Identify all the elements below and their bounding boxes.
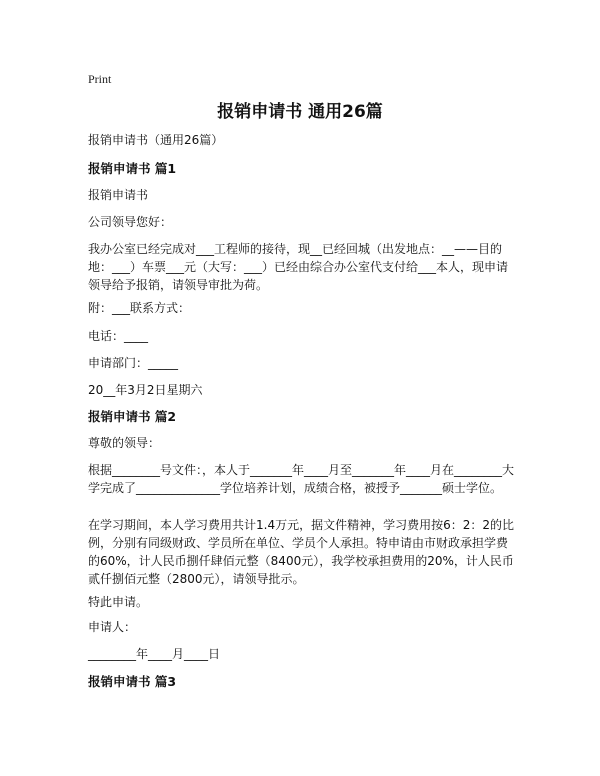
section-heading-2: 报销申请书 篇2: [88, 409, 177, 424]
print-label[interactable]: Print: [88, 72, 112, 86]
section-heading-3: 报销申请书 篇3: [88, 674, 177, 689]
paragraph: 申请人：: [88, 620, 137, 634]
paragraph: 申请部门：_____: [88, 356, 179, 370]
paragraph: 我办公室已经完成对___工程师的接待，现__已经回城（出发地点：__——目的地：___）车票___元（大写：___）已经由综合办公室代支付给___本人，现申请领导给予报销，请领导审批为荷。: [88, 242, 509, 292]
subtitle: 报销申请书（通用26篇）: [88, 133, 224, 147]
paragraph: 根据________号文件：，本人于_______年____月至_______年____月在________大学完成了______________学位培养计划，成绩合格，被授予_______硕士学位。: [88, 463, 515, 495]
paragraph: 特此申请。: [88, 595, 149, 609]
paragraph: 公司领导您好：: [88, 215, 173, 229]
paragraph: 20__年3月2日星期六: [88, 383, 203, 397]
paragraph: 尊敬的领导：: [88, 436, 161, 450]
paragraph: 电话：____: [88, 329, 149, 343]
paragraph: ________年____月____日: [88, 647, 221, 661]
paragraph: 附：___联系方式：: [88, 301, 191, 315]
section-heading-1: 报销申请书 篇1: [88, 161, 177, 176]
paragraph: 在学习期间，本人学习费用共计1.4万元，据文件精神，学习费用按6：2：2的比例，分别有同级财政、学员所在单位、学员个人承担。特申请由市财政承担学费的60%，计人民币捌仟肆佰元整（8400元），我学校承担费用的20%，计人民币贰仟捌佰元整（2800元），请领导批示。: [88, 518, 514, 586]
paragraph: 报销申请书: [88, 188, 149, 202]
document-title: 报销申请书 通用26篇: [217, 102, 383, 122]
